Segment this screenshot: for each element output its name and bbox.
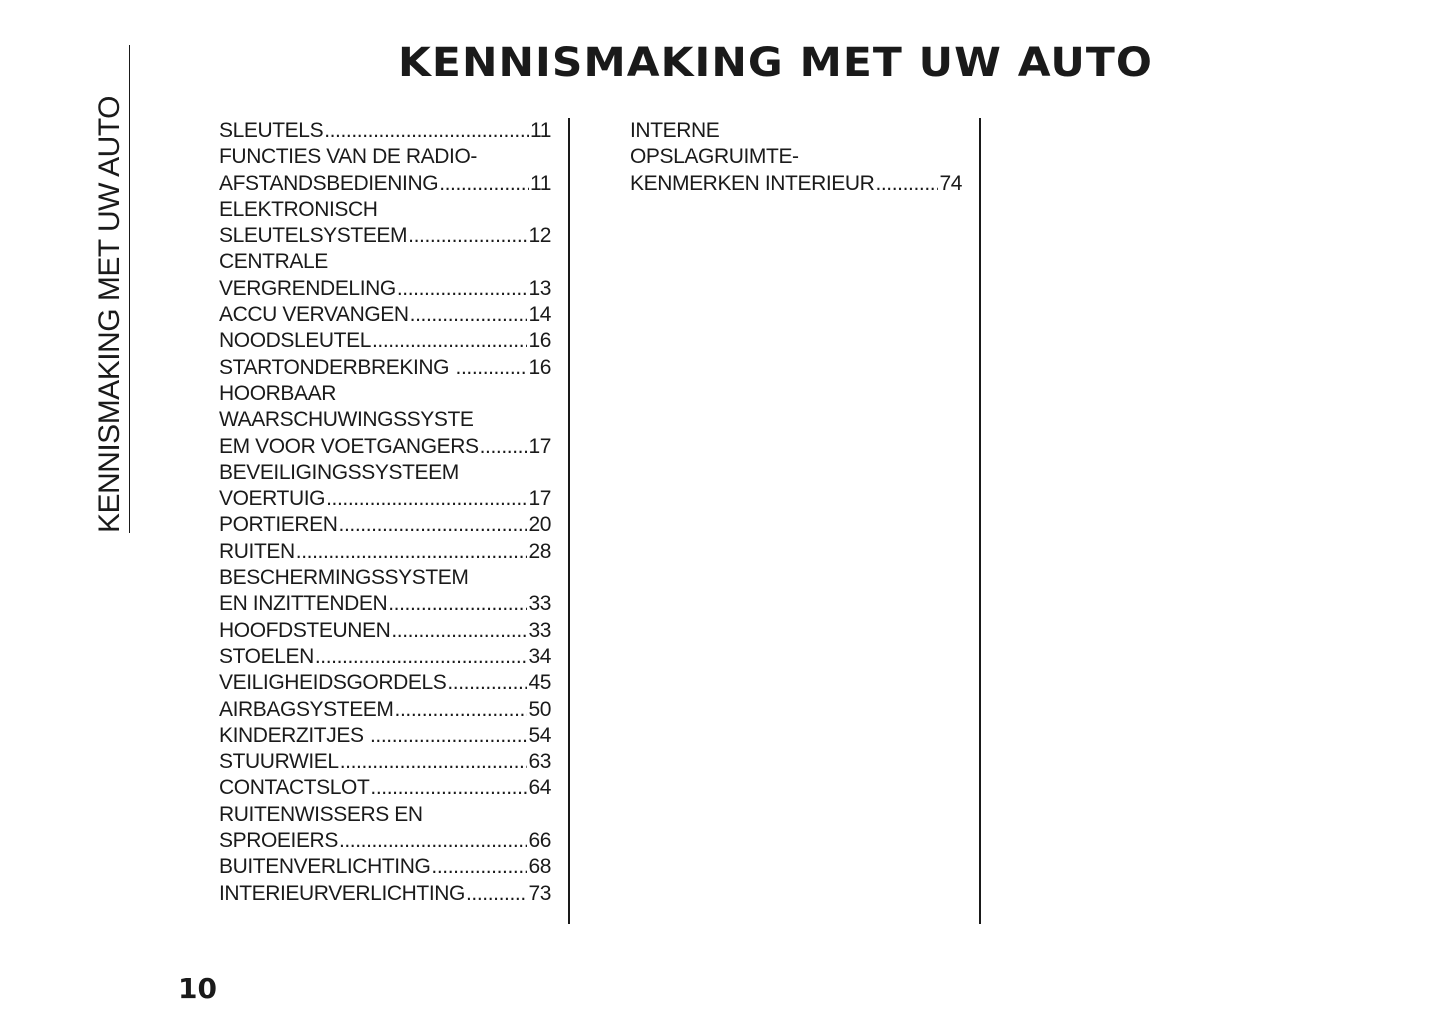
toc-entry-label: VEILIGHEIDSGORDELS	[219, 671, 447, 695]
toc-entry-page: 33	[528, 618, 551, 642]
toc-entry-leader-line	[219, 854, 551, 880]
toc-entry-page: 12	[528, 224, 551, 248]
toc-entry-label: SLEUTELS	[219, 119, 324, 142]
toc-entry-page: 64	[528, 776, 551, 800]
dot-leader	[395, 697, 528, 723]
toc-entry-leader-line	[219, 355, 551, 381]
dot-leader	[408, 223, 527, 249]
toc-entry-label: VERGRENDELING	[219, 276, 396, 300]
toc-column-1	[219, 118, 551, 907]
column-divider	[568, 118, 570, 924]
dot-leader	[447, 670, 527, 696]
toc-entry-line: WAARSCHUWINGSSYSTE	[219, 408, 474, 432]
dot-leader	[370, 723, 527, 749]
toc-entry-page: 11	[530, 119, 551, 142]
side-chapter-title: KENNISMAKING MET UW AUTO	[95, 45, 130, 533]
dot-leader	[480, 434, 528, 460]
dot-leader	[397, 276, 528, 302]
toc-entry[interactable]	[219, 644, 551, 670]
toc-entry-label: STARTONDERBREKING	[219, 355, 455, 379]
toc-entry-page: 28	[528, 539, 551, 563]
toc-entry-leader-line	[219, 828, 551, 854]
toc-entry[interactable]	[219, 697, 551, 723]
toc-entry-page: 50	[528, 697, 551, 721]
toc-entry[interactable]	[219, 775, 551, 801]
toc-entry-leader-line	[219, 512, 551, 538]
page-number: 10	[178, 972, 217, 1005]
toc-entry-label: KENMERKEN INTERIEUR	[630, 171, 875, 195]
toc-entry-line: ELEKTRONISCH	[219, 197, 378, 221]
toc-entry-page: 66	[528, 829, 551, 853]
dot-leader	[324, 118, 529, 144]
toc-entry-label: NOODSLEUTEL	[219, 329, 371, 353]
toc-entry-label: AFSTANDSBEDIENING	[219, 171, 439, 195]
toc-entry[interactable]	[219, 881, 551, 907]
toc-entry-line: BESCHERMINGSSYSTEM	[219, 566, 469, 590]
toc-entry-leader-line	[219, 171, 551, 197]
toc-entry-leader-line	[219, 697, 551, 723]
toc-entry-page: 34	[528, 644, 551, 668]
dot-leader	[296, 539, 528, 565]
toc-entry-leader-line	[219, 670, 551, 696]
toc-entry-line: BEVEILIGINGSSYSTEEM	[219, 460, 459, 484]
toc-entry-label: STOELEN	[219, 644, 314, 668]
dot-leader	[391, 618, 527, 644]
toc-entry-label: PORTIEREN	[219, 513, 338, 537]
toc-entry[interactable]	[219, 723, 551, 749]
toc-entry-leader-line	[219, 749, 551, 775]
toc-entry-page: 11	[530, 171, 551, 195]
toc-entry-leader-line	[630, 171, 962, 197]
toc-entry-page: 17	[528, 487, 551, 511]
toc-entry[interactable]	[219, 328, 551, 354]
toc-entry-page: 45	[528, 671, 551, 695]
toc-entry-label: KINDERZITJES	[219, 723, 369, 747]
toc-entry-page: 74	[939, 171, 962, 195]
toc-entry-line: RUITENWISSERS EN	[219, 802, 423, 826]
toc-column-2	[630, 118, 962, 197]
toc-entry-label: INTERIEURVERLICHTING	[219, 881, 465, 905]
toc-entry[interactable]	[219, 249, 551, 302]
toc-entry-page: 16	[528, 355, 551, 379]
toc-entry-leader-line	[219, 434, 551, 460]
toc-entry-label: SPROEIERS	[219, 829, 338, 853]
toc-entry[interactable]	[219, 381, 551, 460]
toc-entry-leader-line	[219, 328, 551, 354]
toc-entry-page: 63	[528, 750, 551, 774]
toc-entry-line: OPSLAGRUIMTE-	[630, 145, 799, 169]
toc-entry[interactable]	[630, 118, 962, 197]
toc-entry-leader-line	[219, 276, 551, 302]
toc-entry[interactable]	[219, 118, 551, 144]
toc-entry-leader-line	[219, 644, 551, 670]
toc-entry[interactable]	[219, 512, 551, 538]
toc-entry[interactable]	[219, 854, 551, 880]
page-title: KENNISMAKING MET UW AUTO	[398, 40, 1153, 86]
toc-entry-leader-line	[219, 881, 551, 907]
toc-entry-label: EN INZITTENDEN	[219, 592, 388, 616]
dot-leader	[439, 171, 529, 197]
toc-entry-line: INTERNE	[630, 119, 720, 142]
toc-entry-line: CENTRALE	[219, 250, 328, 274]
toc-entry-label: HOOFDSTEUNEN	[219, 618, 391, 642]
dot-leader	[466, 881, 527, 907]
toc-entry-leader-line	[219, 775, 551, 801]
toc-entry-page: 33	[528, 592, 551, 616]
toc-entry[interactable]	[219, 749, 551, 775]
toc-entry-leader-line	[219, 223, 551, 249]
toc-entry[interactable]	[219, 565, 551, 618]
toc-entry[interactable]	[219, 197, 551, 250]
toc-entry-line: HOORBAAR	[219, 381, 336, 405]
toc-entry-page: 17	[528, 434, 551, 458]
toc-entry-page: 14	[528, 303, 551, 327]
dot-leader	[875, 171, 938, 197]
toc-entry[interactable]	[219, 539, 551, 565]
toc-entry-label: STUURWIEL	[219, 750, 339, 774]
dot-leader	[326, 486, 527, 512]
dot-leader	[340, 749, 528, 775]
toc-entry-leader-line	[219, 591, 551, 617]
toc-entry[interactable]	[219, 460, 551, 513]
column-divider	[979, 118, 981, 924]
toc-entry-leader-line	[219, 539, 551, 565]
toc-entry-leader-line	[219, 118, 551, 144]
dot-leader	[339, 512, 528, 538]
toc-entry-label: RUITEN	[219, 539, 295, 563]
toc-entry-page: 73	[528, 881, 551, 905]
toc-entry-page: 68	[528, 855, 551, 879]
dot-leader	[372, 328, 527, 354]
toc-entry[interactable]	[219, 302, 551, 328]
dot-leader	[431, 854, 527, 880]
toc-entry-page: 16	[528, 329, 551, 353]
toc-entry-label: EM VOOR VOETGANGERS	[219, 434, 479, 458]
dot-leader	[388, 591, 527, 617]
dot-leader	[456, 355, 528, 381]
toc-entry[interactable]	[219, 355, 551, 381]
toc-entry-label: SLEUTELSYSTEEM	[219, 224, 408, 248]
toc-entry-label: CONTACTSLOT	[219, 776, 370, 800]
toc-entry-leader-line	[219, 618, 551, 644]
toc-entry-leader-line	[219, 486, 551, 512]
toc-entry[interactable]	[219, 670, 551, 696]
toc-entry-leader-line	[219, 723, 551, 749]
toc-entry[interactable]	[219, 144, 551, 197]
dot-leader	[315, 644, 528, 670]
toc-entry-label: ACCU VERVANGEN	[219, 303, 409, 327]
toc-entry-line: FUNCTIES VAN DE RADIO-	[219, 145, 477, 169]
toc-entry-page: 20	[528, 513, 551, 537]
toc-entry[interactable]	[219, 802, 551, 855]
toc-entry[interactable]	[219, 618, 551, 644]
toc-entry-label: VOERTUIG	[219, 487, 326, 511]
toc-entry-page: 54	[528, 723, 551, 747]
toc-entry-label: AIRBAGSYSTEEM	[219, 697, 394, 721]
toc-entry-leader-line	[219, 302, 551, 328]
dot-leader	[339, 828, 528, 854]
toc-entry-page: 13	[528, 276, 551, 300]
dot-leader	[410, 302, 528, 328]
dot-leader	[370, 775, 527, 801]
toc-entry-label: BUITENVERLICHTING	[219, 855, 431, 879]
